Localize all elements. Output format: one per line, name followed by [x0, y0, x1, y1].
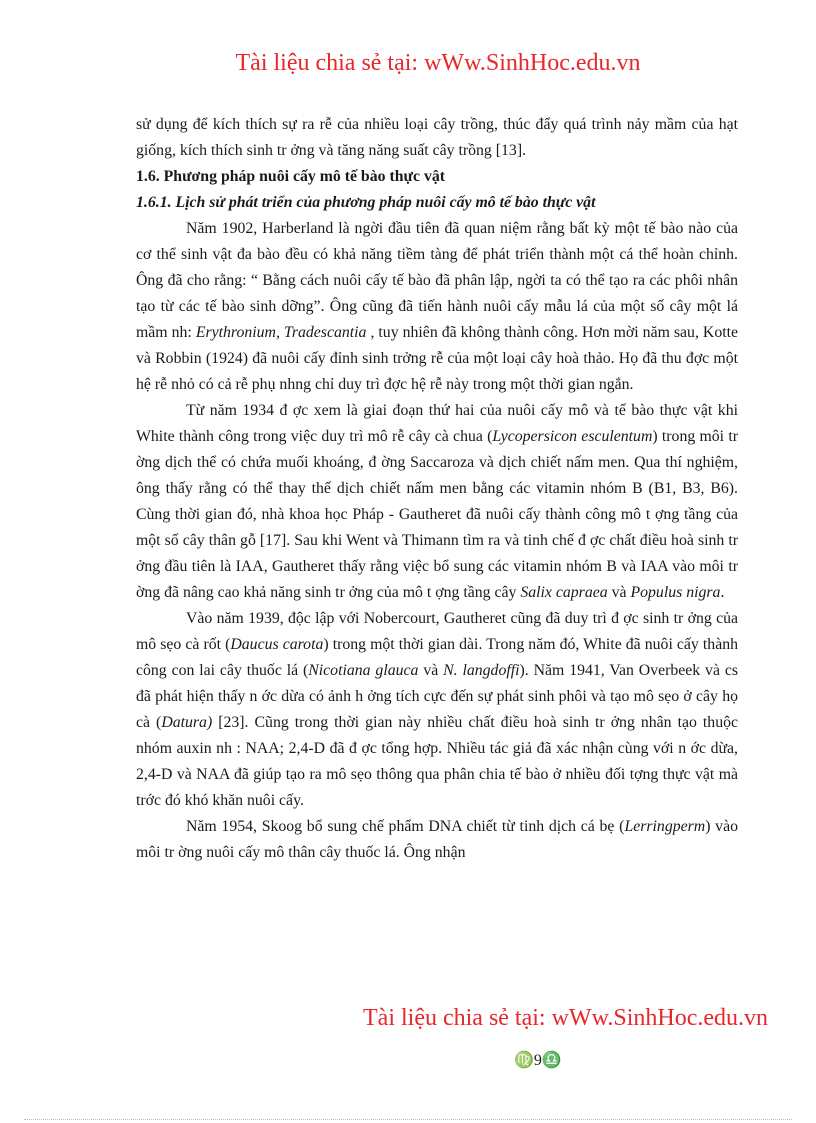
page-number: ♍9♎: [514, 1052, 562, 1069]
species-name: Daucus carota: [230, 636, 324, 653]
text-run: Năm 1902, Harberland là ngời đầu tiên đã quan niệm rằng bất kỳ một tế bào nào của cơ thể sinh vật đa bào đều có khả năng tiềm tàng để phát triển thành một cá thể hoàn chỉnh. Ông đã cho rằng: “ Bằng cách nuôi cấy tế bào đã phân lập, ngời ta có thể tạo ra các phôi nhân tạo từ các tế bào sinh dỡng”. Ông cũng đã tiến hành nuôi cấy mẫu lá của một số cây một lá mầm nh:: [136, 220, 738, 341]
species-name: Lerringperm: [624, 818, 706, 835]
section-heading: 1.6. Phương pháp nuôi cấy mô tế bào thực vật: [136, 168, 446, 185]
species-name: Datura): [161, 714, 213, 731]
species-name: Populus nigra: [630, 584, 721, 601]
text-run: ) trong môi tr ờng dịch thể có chứa muối khoáng, đ ờng Saccaroza và dịch chiết nấm men. Qua thí nghiệm, ông thấy rằng có thể thay thế dịch chiết nấm men bằng các vitamin nhóm B (B1, B3, B6). Cùng thời gian đó, nhà khoa học Pháp - Gautheret đã nuôi cấy thành công mô t ợng tầng của một số cây thân gỗ [17]. Sau khi Went và Thimann tìm ra và tinh chế đ ợc chất điều hoà sinh tr ởng đầu tiên là IAA, Gautheret thấy rằng việc bổ sung các vitamin nhóm B và IAA vào môi tr ờng đã nâng cao khả năng sinh tr ởng của mô t ợng tầng cây: [136, 428, 738, 601]
text-run: Vào năm 1939, độc lập với Nobercourt, Gautheret cũng đã duy trì đ ợc sinh tr ởng của mô sẹo cà rốt (: [136, 610, 738, 653]
species-name: N. langdoffi: [443, 662, 520, 679]
intro-paragraph: sử dụng để kích thích sự ra rễ của nhiều loại cây trồng, thúc đẩy quá trình nảy mầm của hạt giống, kích thích sinh tr ởng và tăng năng suất cây trồng [13].: [136, 116, 738, 159]
paragraph-4: [136, 814, 738, 866]
text-run: .: [720, 584, 725, 601]
paragraph-2: [136, 398, 738, 606]
text-run: ) vào môi tr ờng nuôi cấy mô thân cây thuốc lá. Ông nhận: [136, 818, 738, 861]
text-run: Năm 1954, Skoog bổ sung chế phẩm DNA chiết từ tinh dịch cá bẹ (: [186, 818, 625, 835]
text-run: ) trong một thời gian dài. Trong năm đó, White đã nuôi cấy thành công con lai cây thuốc lá (: [136, 636, 739, 679]
document-body: [136, 112, 738, 866]
text-run: và: [607, 584, 631, 601]
watermark-bottom: Tài liệu chia sẻ tại: wWw.SinhHoc.edu.vn: [363, 1005, 768, 1031]
text-run: ). Năm 1941, Van Overbeek và cs đã phát hiện thấy n ớc dừa có ảnh h ởng tích cực đến sự phát sinh phôi và tạo mô sẹo ở cây họ cà (: [136, 662, 739, 731]
text-run: [23]. Cũng trong thời gian này nhiều chất điều hoà sinh tr ởng nhân tạo thuộc nhóm auxin nh : NAA; 2,4-D đã đ ợc tổng hợp. Nhiều tác giả đã xác nhận cùng với n ớc dừa, 2,4-D và NAA đã giúp tạo ra mô sẹo thông qua phân chia tế bào ở nhiều đối tợng thực vật mà trớc đó khó khăn nuôi cấy.: [136, 714, 739, 809]
subsection-heading: 1.6.1. Lịch sử phát triển của phương pháp nuôi cấy mô tế bào thực vật: [136, 194, 596, 211]
text-run: và: [418, 662, 444, 679]
paragraph-3: [136, 606, 738, 814]
paragraph-1: [136, 216, 738, 398]
species-name: Lycopersicon esculentum: [492, 428, 653, 445]
text-run: Từ năm 1934 đ ợc xem là giai đoạn thứ hai của nuôi cấy mô và tế bào thực vật khi White thành công trong việc duy trì mô rễ cây cà chua (: [136, 402, 738, 445]
text-run: , tuy nhiên đã không thành công. Hơn mời năm sau, Kotte và Robbin (1924) đã nuôi cấy đỉnh sinh trởng rễ của một loại cây hoà thảo. Họ đã thu đợc một hệ rễ nhỏ có cả rễ phụ nhng chỉ duy trì đợc hệ rễ này trong một thời gian ngắn.: [136, 324, 739, 393]
page-bottom-divider: [24, 1119, 792, 1120]
species-name: Salix capraea: [520, 584, 608, 601]
species-name: Erythronium, Tradescantia: [195, 324, 367, 341]
species-name: Nicotiana glauca: [308, 662, 419, 679]
watermark-top: Tài liệu chia sẻ tại: wWw.SinhHoc.edu.vn: [235, 50, 641, 76]
